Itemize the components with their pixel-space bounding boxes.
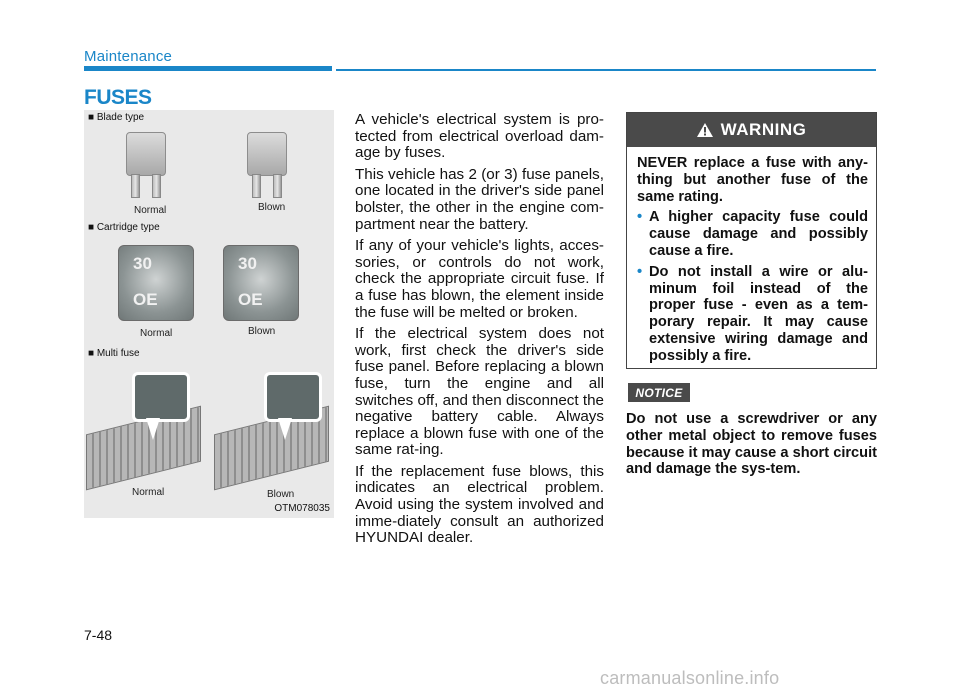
warning-body [627, 147, 876, 365]
warning-bullet [637, 209, 868, 259]
cartridge-type-label: ■ Cartridge type [88, 222, 160, 233]
blade-blown-caption: Blown [258, 202, 286, 213]
bullet-icon: • [637, 263, 643, 280]
watermark: carmanualsonline.info [600, 668, 780, 688]
paragraph: If the replacement fuse blows, this indicates an electrical problem. Avoid using the system involved and imme-diately consult an authorized HYUNDAI dealer. [355, 462, 604, 547]
warning-bullet-text: Do not install a wire or alu-minum foil instead of the proper fuse - even as a tem-porary repair. It may cause extensive wiring damage and possibly a fire. [649, 263, 868, 364]
cartridge-normal-caption: Normal [140, 328, 173, 339]
warning-bullet [637, 264, 868, 365]
header-rule-thick [84, 66, 332, 71]
multi-fuse-normal [86, 372, 201, 492]
warning-list [637, 209, 868, 364]
warning-title: WARNING [720, 120, 807, 139]
bullet-icon: • [637, 209, 643, 226]
cartridge-fuse-blown [223, 245, 299, 321]
page-title: FUSES [84, 86, 152, 109]
paragraph: This vehicle has 2 (or 3) fuse panels, one located in the driver's side panel bolster, the other in the engine com-partment near the battery. [355, 165, 604, 233]
paragraph: If any of your vehicle's lights, acces-sories, or controls do not work, check the appropriate circuit fuse. If a fuse has blown, the element inside the fuse will be melted or broken. [355, 237, 604, 321]
page-number: 7-48 [84, 627, 113, 643]
blade-type-label: ■ Blade type [88, 112, 145, 123]
multi-fuse-blown [214, 372, 329, 492]
paragraph: If the electrical system does not work, first check the driver's side fuse panel. Before replacing a blown fuse, turn the engine and all switches off, and then disconnect the negative battery cable. Always replace a blown fuse with one of the same rat-ing. [355, 325, 604, 459]
warning-bullet-text: A higher capacity fuse could cause damage and possibly cause a fire. [649, 209, 868, 259]
warning-triangle-icon [697, 123, 713, 137]
multi-fuse-label: ■ Multi fuse [88, 348, 140, 359]
notice-badge: NOTICE [628, 383, 690, 402]
blade-normal-caption: Normal [134, 205, 167, 216]
figure-code: OTM078035 [274, 503, 330, 514]
header-rule-thin [336, 69, 876, 71]
cartridge-code: OE [133, 290, 158, 309]
blade-fuse-normal [126, 132, 166, 198]
cartridge-rating: 30 [238, 254, 257, 273]
cartridge-rating: 30 [133, 254, 152, 273]
multi-normal-caption: Normal [132, 487, 165, 498]
warning-intro: NEVER replace a fuse with any-thing but another fuse of the same rating. [637, 155, 868, 205]
multi-blown-caption: Blown [267, 489, 295, 500]
blade-fuse-blown [247, 132, 287, 198]
cartridge-code: OE [238, 290, 263, 309]
fuse-illustration [84, 110, 334, 518]
warning-box [626, 112, 877, 369]
warning-header [627, 113, 876, 147]
section-label: Maintenance [84, 48, 173, 65]
paragraph: A vehicle's electrical system is pro-tected from electrical overload dam-age by fuses. [355, 111, 604, 162]
notice-text: Do not use a screwdriver or any other metal object to remove fuses because it may cause a short circuit and damage the sys-tem. [626, 411, 877, 478]
body-text [355, 112, 604, 552]
cartridge-blown-caption: Blown [248, 326, 276, 337]
cartridge-fuse-normal [118, 245, 194, 321]
